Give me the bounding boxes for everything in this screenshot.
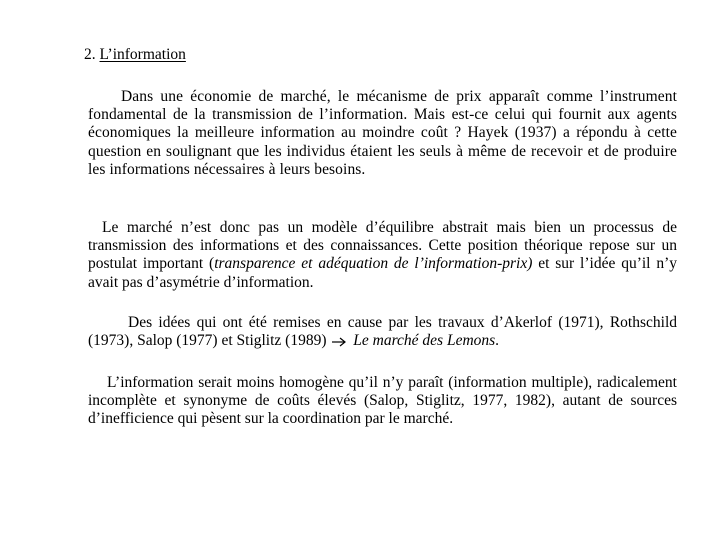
paragraph-text: et sur l’idée qu’il n’y avait pas d’asymétrie d’information.	[88, 255, 677, 291]
paragraph-information-heterogeneity	[88, 374, 677, 429]
paragraph-critiques	[88, 314, 677, 350]
paragraph-text: L’information serait moins homogène qu’il n’y paraît (information multiple), radicalement incomplète et synonyme de coûts élevés (Salop, Stiglitz, 1977, 1982), autant de sources d’inefficience qui pèsent sur la coordination par le marché.	[88, 374, 677, 428]
paragraph-market-process	[88, 219, 677, 292]
paragraph-italic-text: transparence et adéquation de l’information-prix)	[214, 255, 533, 273]
paragraph-market-prices	[88, 88, 677, 179]
right-arrow-icon	[331, 337, 347, 347]
section-heading	[84, 45, 186, 65]
section-title: L’information	[99, 46, 186, 63]
paragraph-text: Des idées qui ont été remises en cause par les travaux d’Akerlof (1971), Rothschild (1973), Salop (1977) et Stiglitz (1989)	[88, 314, 677, 350]
paragraph-italic-text: Le marché des Lemons	[353, 332, 496, 350]
paragraph-text: .	[495, 332, 500, 350]
section-number: 2.	[84, 46, 96, 63]
paragraph-text: Le marché n’est donc pas un modèle d’équilibre abstrait mais bien un processus de transmission des informations et des connaissances. Cette position théorique repose sur un postulat important (	[88, 219, 677, 273]
paragraph-text: Dans une économie de marché, le mécanisme de prix apparaît comme l’instrument fondamental de la transmission de l’information. Mais est-ce celui qui fournit aux agents économiques la meilleure information au moindre coût ? Hayek (1937) a répondu à cette question en soulignant que les individus étaient les seuls à même de recevoir et de produire les informations nécessaires à leurs besoins.	[88, 88, 677, 178]
